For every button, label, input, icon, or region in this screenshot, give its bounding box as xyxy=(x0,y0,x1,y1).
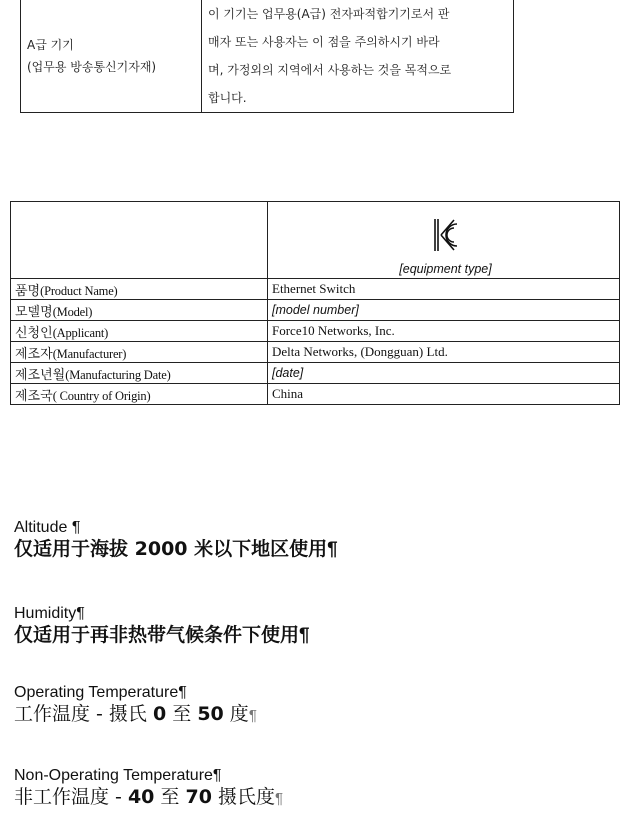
notice-text-line: 이 기기는 업무용(A급) 전자파적합기기로서 판 xyxy=(208,7,450,21)
kc-logo-blank-cell xyxy=(11,202,268,279)
table-row xyxy=(11,363,620,384)
altitude-value: 仅适用于海拔 2000 米以下地区使用¶ xyxy=(14,538,338,560)
table-row xyxy=(11,279,620,300)
altitude-label: Altitude ¶ xyxy=(14,519,81,536)
row-label: 신청인(Applicant) xyxy=(11,321,268,342)
kc-certification-table xyxy=(10,201,620,405)
pilcrow-mark: ¶ xyxy=(76,605,85,622)
notice-class-label: A급 기기 xyxy=(27,38,74,52)
notice-text-line: 며, 가정외의 지역에서 사용하는 것을 목적으로 xyxy=(208,63,452,77)
humidity-value: 仅适用于再非热带气候条件下使用¶ xyxy=(14,624,310,646)
pilcrow-mark: ¶ xyxy=(327,539,338,560)
notice-text-cell xyxy=(202,0,514,113)
pilcrow-mark: ¶ xyxy=(212,767,222,784)
row-label: 제조년월(Manufacturing Date) xyxy=(11,363,268,384)
class-a-notice-table xyxy=(20,0,514,113)
model-number-value: [model number] xyxy=(268,300,620,321)
applicant-value: Force10 Networks, Inc. xyxy=(268,321,620,342)
row-label: 모델명(Model) xyxy=(11,300,268,321)
table-row xyxy=(11,384,620,405)
row-label: 품명(Product Name) xyxy=(11,279,268,300)
pilcrow-mark: ¶ xyxy=(274,790,284,807)
non-operating-temperature-label: Non-Operating Temperature¶ xyxy=(14,767,222,784)
operating-temperature-label: Operating Temperature¶ xyxy=(14,684,187,701)
manufacturer-value: Delta Networks, (Dongguan) Ltd. xyxy=(268,342,620,363)
non-operating-temperature-spec xyxy=(14,767,283,811)
equipment-type-placeholder: [equipment type] xyxy=(399,262,492,276)
table-row xyxy=(11,300,620,321)
pilcrow-mark: ¶ xyxy=(299,625,310,646)
pilcrow-mark: ¶ xyxy=(71,519,81,536)
pilcrow-mark: ¶ xyxy=(248,707,257,724)
table-row xyxy=(11,321,620,342)
notice-class-sublabel: (업무용 방송통신기자재) xyxy=(27,60,157,74)
non-operating-temperature-value: 非工作温度 - 40 至 70 摄氏度¶ xyxy=(14,786,284,808)
operating-temperature-spec xyxy=(14,684,257,728)
row-label: 제조자(Manufacturer) xyxy=(11,342,268,363)
humidity-label: Humidity¶ xyxy=(14,605,85,622)
kc-mark-icon xyxy=(433,218,459,252)
product-name-value: Ethernet Switch xyxy=(268,279,620,300)
row-label: 제조국( Country of Origin) xyxy=(11,384,268,405)
table-row xyxy=(11,342,620,363)
pilcrow-mark: ¶ xyxy=(178,684,187,701)
humidity-spec xyxy=(14,605,310,648)
notice-class-cell xyxy=(21,0,202,113)
kc-logo-cell xyxy=(268,202,620,279)
country-of-origin-value: China xyxy=(268,384,620,405)
operating-temperature-value: 工作温度 - 摄氏 0 至 50 度¶ xyxy=(14,703,257,725)
manufacturing-date-value: [date] xyxy=(268,363,620,384)
notice-text-line: 합니다. xyxy=(208,91,247,105)
altitude-spec xyxy=(14,519,338,562)
notice-text-line: 매자 또는 사용자는 이 점을 주의하시기 바라 xyxy=(208,35,440,49)
